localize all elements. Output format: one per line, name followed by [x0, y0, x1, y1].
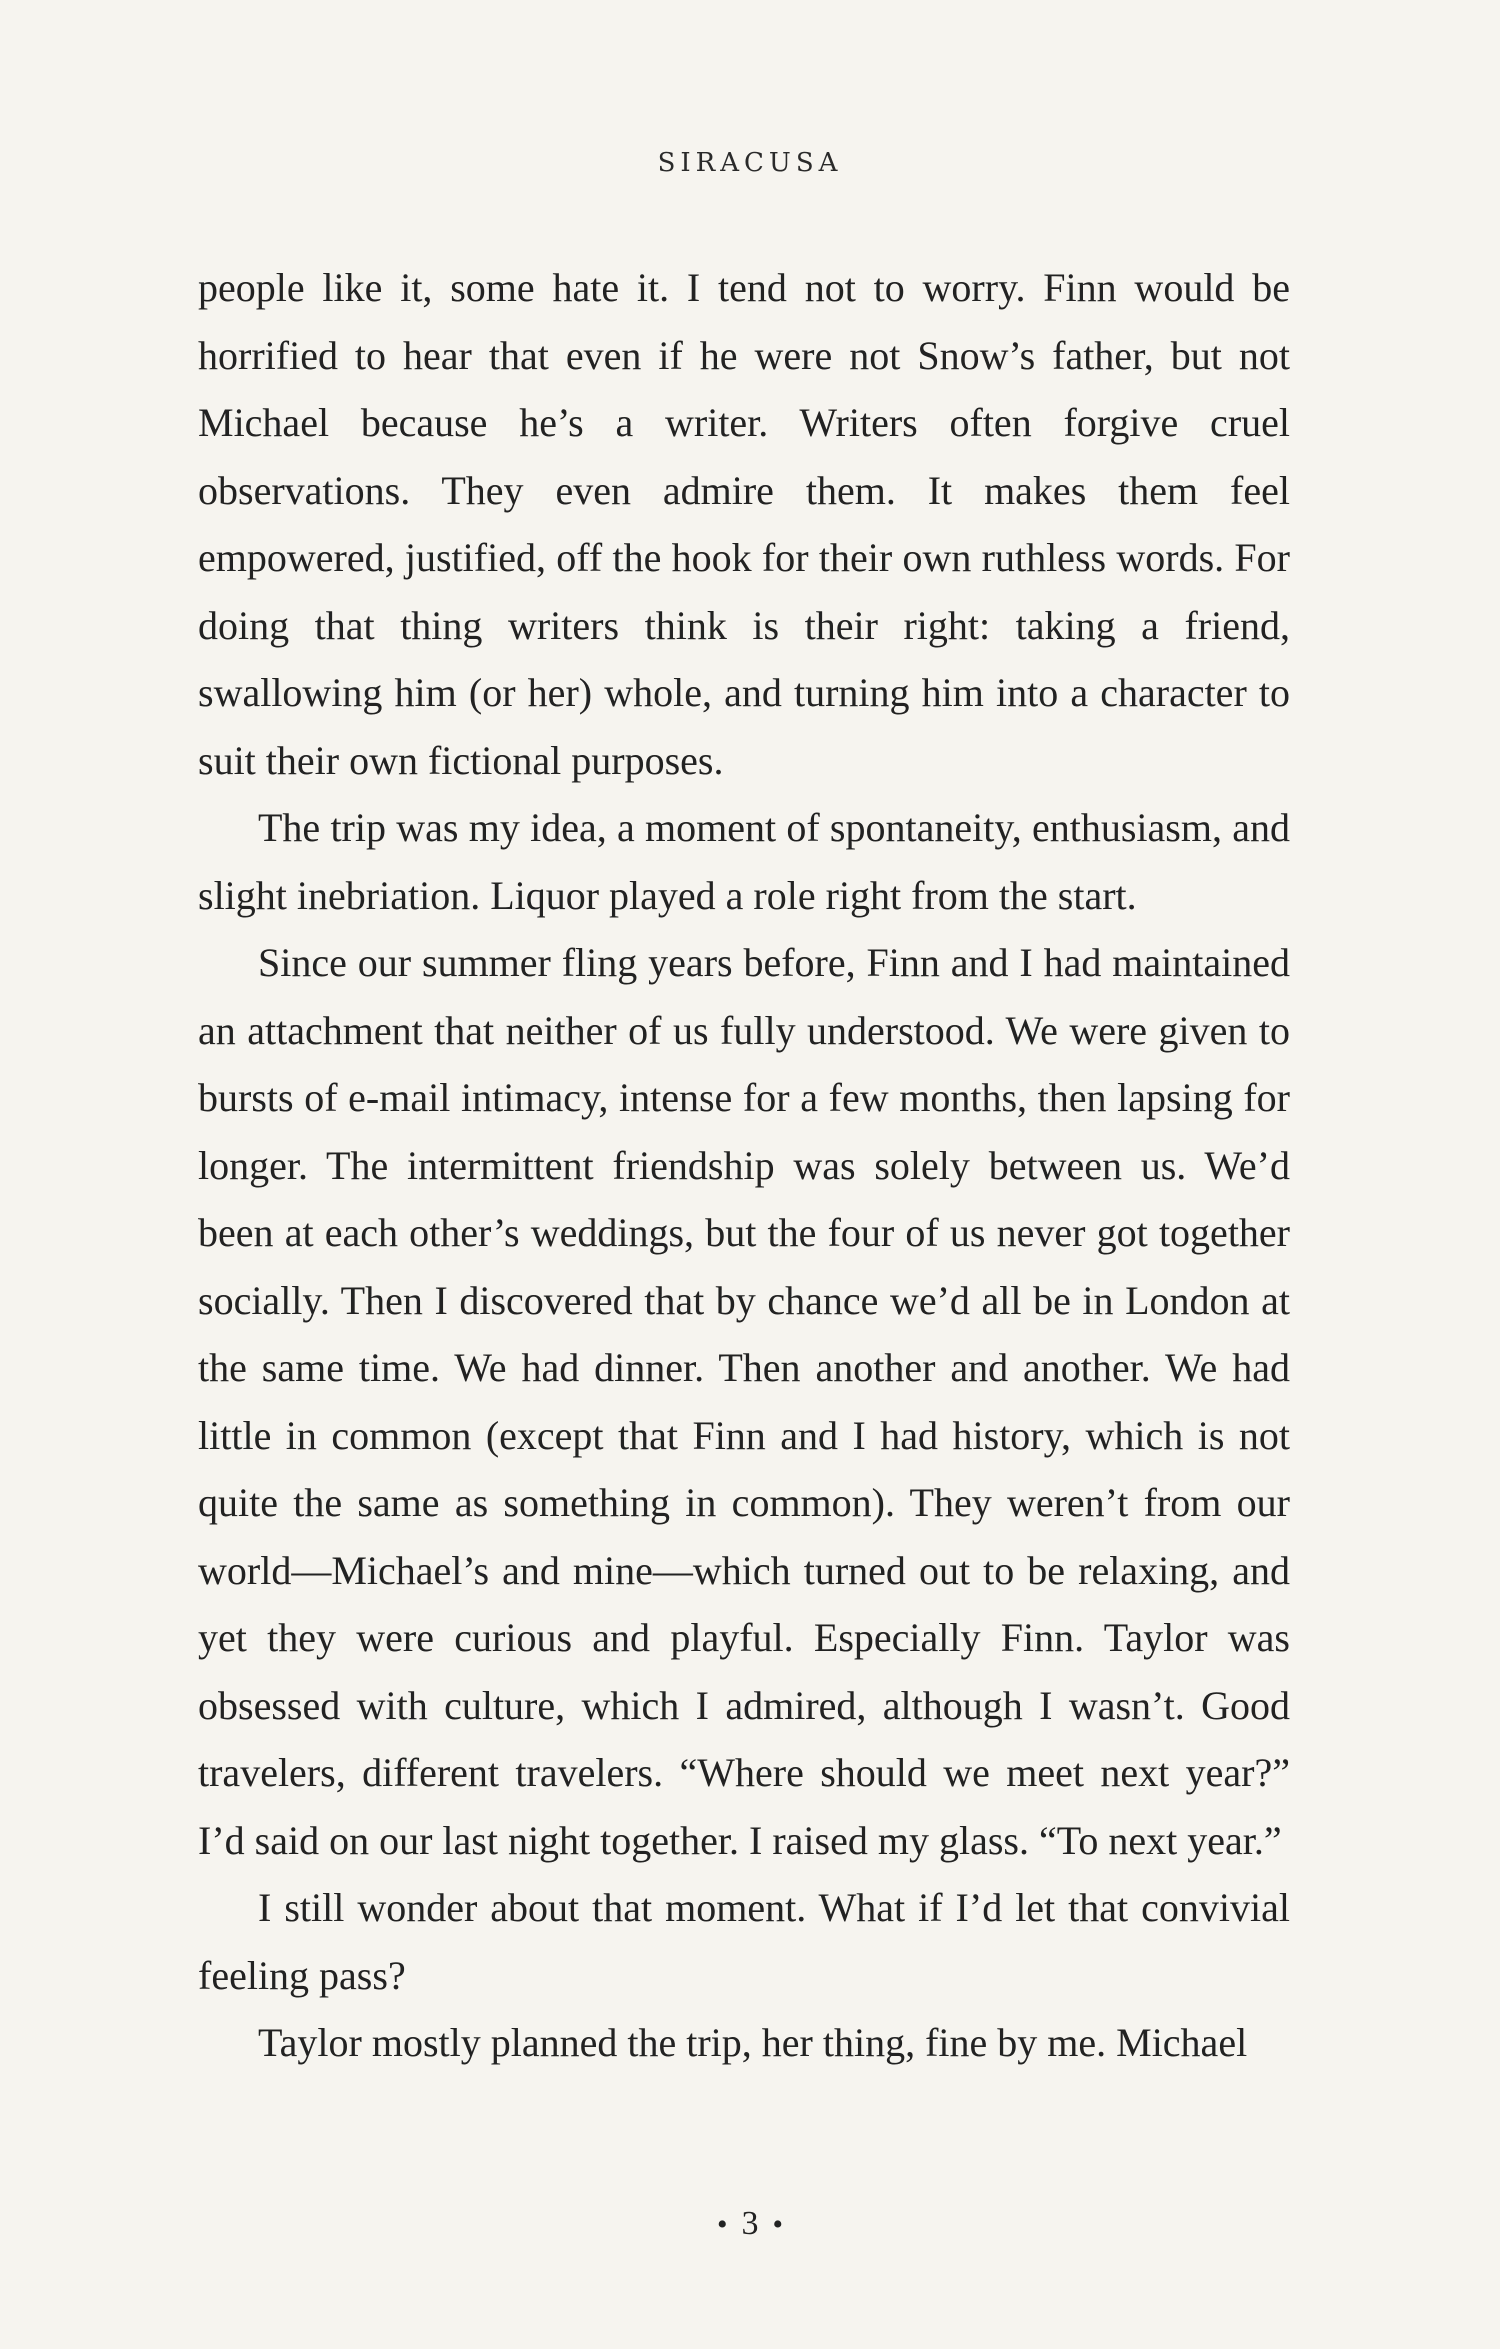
running-head: SIRACUSA — [657, 148, 843, 178]
page-number-value: 3 — [741, 2205, 759, 2242]
bullet-icon: • — [716, 2208, 728, 2241]
paragraph: people like it, some hate it. I tend not to worry. Finn would be horrified to hear that even if he were not Snow’s father, but not Michael because he’s a writer. Writers often forgive cruel observations. They even admire them. It makes them feel empowered, justified, off the hook for their own ruthless words. For doing that thing writers think is their right: taking a friend, swallowing him (or her) whole, and turning him into a character to suit their own fictional purposes. — [198, 265, 1290, 783]
paragraph: Since our summer fling years before, Finn and I had maintained an attachment that neither of us fully understood. We were given to bursts of e-mail intimacy, intense for a few months, then lapsing for longer. The intermittent friendship was solely between us. We’d been at each other’s weddings, but the four of us never got together socially. Then I discovered that by chance we’d all be in London at the same time. We had dinner. Then another and another. We had little in common (except that Finn and I had history, which is not quite the same as something in common). They weren’t from our world—Michael’s and mine—which turned out to be relaxing, and yet they were curious and playful. Especially Finn. Taylor was obsessed with culture, which I admired, although I wasn’t. Good travelers, different travelers. “Where should we meet next year?” I’d said on our last night together. I raised my glass. “To next year.” — [198, 940, 1290, 1863]
body-text — [198, 254, 1290, 2077]
bullet-icon: • — [772, 2208, 784, 2241]
page-number — [0, 2205, 1500, 2243]
paragraph: The trip was my idea, a moment of spontaneity, enthusiasm, and slight inebriation. Liquor played a role right from the start. — [198, 805, 1290, 918]
paragraph: Taylor mostly planned the trip, her thing, fine by me. Michael — [258, 2020, 1248, 2065]
paragraph: I still wonder about that moment. What if I’d let that convivial feeling pass? — [198, 1885, 1290, 1998]
